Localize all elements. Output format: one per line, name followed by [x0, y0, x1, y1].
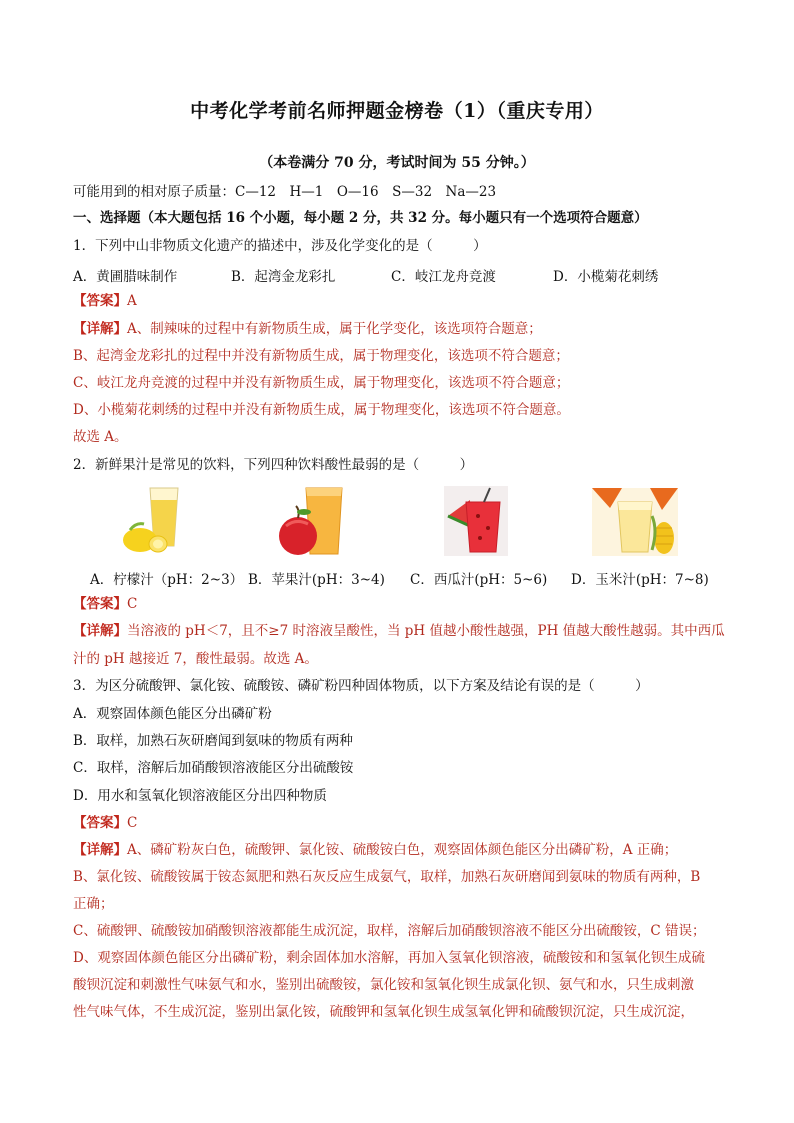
q1-option-c: C．岐江龙舟竞渡 — [391, 269, 496, 285]
detail-tag: 【详解】 — [73, 623, 127, 639]
q3-detail-line: C、硫酸钾、硫酸铵加硝酸钡溶液都能生成沉淀，取样，溶解后加硝酸钡溶液不能区分出硫酸铵，C 错误； — [73, 923, 706, 939]
q3-option-d: D．用水和氢氧化钡溶液能区分出四种物质 — [73, 788, 327, 804]
q2-stem: 2．新鲜果汁是常见的饮料，下列四种饮料酸性最弱的是（ ） — [73, 457, 474, 473]
detail-text: A、制辣味的过程中有新物质生成，属于化学变化，该选项符合题意； — [127, 321, 542, 337]
answer-value: C — [127, 596, 138, 612]
atomic-masses: 可能用到的相对原子质量：C—12 H—1 O—16 S—32 Na—23 — [73, 184, 497, 200]
q3-detail-line: 正确； — [73, 896, 114, 912]
q1-detail-line: 故选 A。 — [73, 429, 128, 445]
q1-answer — [73, 292, 733, 310]
q3-option-b: B．取样，加熟石灰研磨闻到氨味的物质有两种 — [73, 733, 353, 749]
watermelon-juice-image — [444, 486, 508, 556]
q3-answer — [73, 814, 733, 832]
corn-juice-image — [592, 488, 678, 556]
lemon-juice-image — [120, 484, 192, 556]
q2-detail-line — [73, 622, 733, 640]
q2-detail-line: 汁的 pH 越接近 7，酸性最弱。故选 A。 — [73, 651, 318, 667]
answer-tag: 【答案】 — [73, 293, 127, 309]
q2-option-c: C．西瓜汁(pH：5~6) — [410, 572, 548, 588]
answer-value: A — [127, 293, 137, 309]
q2-answer — [73, 595, 733, 613]
q2-option-a: A．柠檬汁（pH：2~3） — [90, 572, 244, 588]
q1-option-a: A．黄圃腊味制作 — [73, 269, 178, 285]
q3-detail-line: 酸钡沉淀和刺激性气味氨气和水，鉴别出硫酸铵，氯化铵和氢氧化钡生成氯化钡、氨气和水，只生成刺激 — [73, 977, 694, 993]
q1-options — [73, 265, 713, 283]
q2-option-d: D．玉米汁(pH：7~8) — [571, 572, 709, 588]
section-heading: 一、选择题（本大题包括 16 个小题，每小题 2 分，共 32 分。每小题只有一个选项符合题意） — [73, 210, 648, 226]
exam-info: （本卷满分 70 分，考试时间为 55 分钟。） — [259, 155, 535, 171]
q1-option-b: B．起湾金龙彩扎 — [231, 269, 336, 285]
page-title: 中考化学考前名师押题金榜卷（1）（重庆专用） — [190, 100, 604, 122]
detail-tag: 【详解】 — [73, 842, 127, 858]
q3-detail-line: 性气味气体，不生成沉淀，鉴别出氯化铵，硫酸钾和氢氧化钡生成氢氧化钾和硫酸钡沉淀，只生成沉淀， — [73, 1004, 694, 1020]
answer-value: C — [127, 815, 138, 831]
q3-detail-line: B、氯化铵、硫酸铵属于铵态氮肥和熟石灰反应生成氨气，取样，加熟石灰研磨闻到氨味的物质有两种，B — [73, 869, 701, 885]
q1-detail-line: C、岐江龙舟竞渡的过程中并没有新物质生成，属于物理变化，该选项不符合题意； — [73, 375, 570, 391]
detail-text: A、磷矿粉灰白色，硫酸钾、氯化铵、硫酸铵白色，观察固体颜色能区分出磷矿粉，A 正确； — [127, 842, 678, 858]
q1-detail-line: B、起湾金龙彩扎的过程中并没有新物质生成，属于物理变化，该选项不符合题意； — [73, 348, 569, 364]
apple-juice-image — [276, 486, 350, 558]
q3-option-c: C．取样，溶解后加硝酸钡溶液能区分出硫酸铵 — [73, 760, 354, 776]
q1-detail-line: D、小榄菊花刺绣的过程中并没有新物质生成，属于物理变化，该选项不符合题意。 — [73, 402, 570, 418]
q3-stem: 3．为区分硫酸钾、氯化铵、硫酸铵、磷矿粉四种固体物质，以下方案及结论有误的是（ ） — [73, 678, 649, 694]
q3-detail-line: D、观察固体颜色能区分出磷矿粉，剩余固体加水溶解，再加入氢氧化钡溶液，硫酸铵和和氢氧化钡生成硫 — [73, 950, 705, 966]
q3-option-a: A．观察固体颜色能区分出磷矿粉 — [73, 706, 272, 722]
answer-tag: 【答案】 — [73, 596, 127, 612]
detail-tag: 【详解】 — [73, 321, 127, 337]
detail-text: 当溶液的 pH＜7，且不≥7 时溶液呈酸性，当 pH 值越小酸性越强，PH 值越大酸性越弱。其中西瓜 — [127, 623, 725, 639]
answer-tag: 【答案】 — [73, 815, 127, 831]
q1-option-d: D．小榄菊花刺绣 — [553, 269, 659, 285]
q1-detail-line — [73, 320, 733, 338]
q3-detail-line — [73, 841, 733, 859]
q1-stem: 1．下列中山非物质文化遗产的描述中，涉及化学变化的是（ ） — [73, 238, 487, 254]
q2-option-b: B．苹果汁(pH：3~4) — [248, 572, 385, 588]
